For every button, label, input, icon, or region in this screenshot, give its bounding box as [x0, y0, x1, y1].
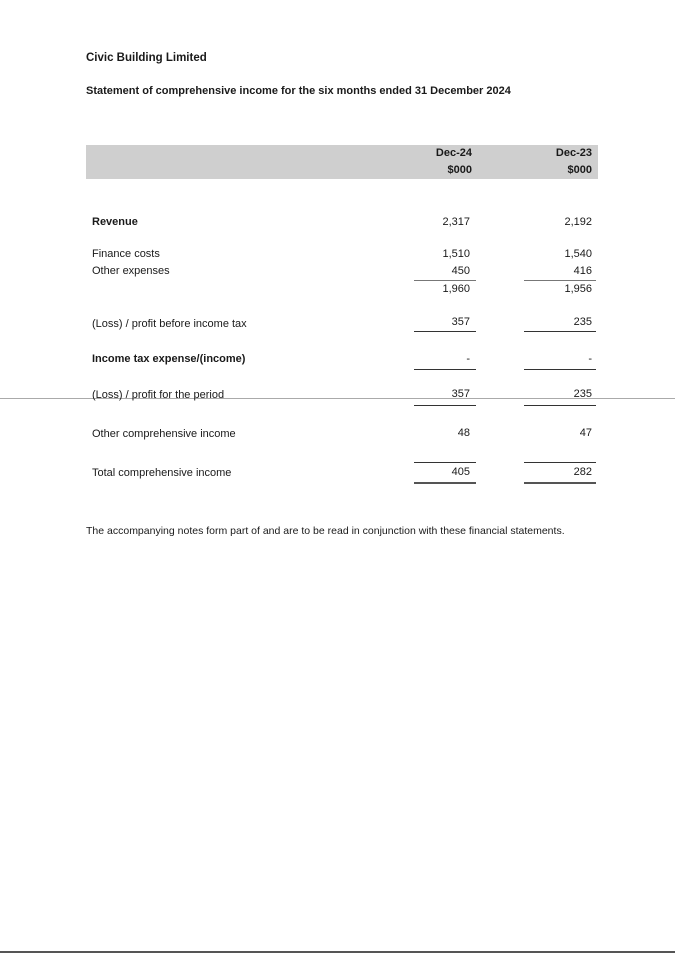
subtotal-rule-prior	[524, 280, 596, 281]
statement-title: Statement of comprehensive income for the six months ended 31 December 2024	[86, 85, 511, 97]
value-total-ci-current: 405	[451, 466, 470, 478]
rule-profit-for-period-prior	[524, 405, 596, 406]
rule-profit-before-tax-current	[414, 331, 476, 332]
value-other-expenses-prior: 416	[573, 265, 592, 277]
value-profit-before-tax-prior: 235	[573, 316, 592, 328]
row-label-profit-for-period: (Loss) / profit for the period	[92, 389, 225, 401]
rule-income-tax-current	[414, 369, 476, 370]
column-unit-current: $000	[447, 164, 472, 176]
value-oci-prior: 47	[579, 427, 592, 439]
rule-total-ci-bottom-current	[414, 482, 476, 484]
company-name: Civic Building Limited	[86, 52, 207, 64]
column-header-current	[392, 145, 472, 179]
column-unit-prior: $000	[567, 164, 592, 176]
value-total-expenses-current: 1,960	[442, 283, 470, 295]
rule-total-ci-bottom-prior	[524, 482, 596, 484]
value-income-tax-prior: -	[588, 353, 592, 365]
rule-total-ci-top-prior	[524, 462, 596, 463]
value-finance-costs-current: 1,510	[442, 248, 470, 260]
value-total-expenses-prior: 1,956	[564, 283, 592, 295]
value-profit-for-period-prior: 235	[573, 388, 592, 400]
row-label-income-tax: Income tax expense/(income)	[92, 353, 246, 365]
value-profit-for-period-current: 357	[451, 388, 470, 400]
rule-income-tax-prior	[524, 369, 596, 370]
row-label-finance-costs: Finance costs	[92, 248, 160, 260]
rule-total-ci-top-current	[414, 462, 476, 463]
row-label-total-ci: Total comprehensive income	[92, 467, 232, 479]
value-finance-costs-prior: 1,540	[564, 248, 592, 260]
rule-profit-before-tax-prior	[524, 331, 596, 332]
column-header-band	[86, 145, 598, 179]
value-income-tax-current: -	[466, 353, 470, 365]
subtotal-rule-current	[414, 280, 476, 281]
footnote: The accompanying notes form part of and are to be read in conjunction with these financial statements.	[86, 525, 565, 537]
value-revenue-prior: 2,192	[564, 216, 592, 228]
column-header-prior	[512, 145, 592, 179]
value-other-expenses-current: 450	[451, 265, 470, 277]
row-label-oci: Other comprehensive income	[92, 428, 236, 440]
page-bottom-edge	[0, 951, 675, 953]
value-oci-current: 48	[457, 427, 470, 439]
column-period-current: Dec-24	[435, 147, 472, 159]
value-total-ci-prior: 282	[573, 466, 592, 478]
row-label-revenue: Revenue	[92, 216, 138, 228]
value-profit-before-tax-current: 357	[451, 316, 470, 328]
column-period-prior: Dec-23	[555, 147, 592, 159]
rule-profit-for-period-current	[414, 405, 476, 406]
value-revenue-current: 2,317	[442, 216, 470, 228]
row-label-profit-before-tax: (Loss) / profit before income tax	[92, 318, 247, 330]
row-label-other-expenses: Other expenses	[92, 265, 170, 277]
